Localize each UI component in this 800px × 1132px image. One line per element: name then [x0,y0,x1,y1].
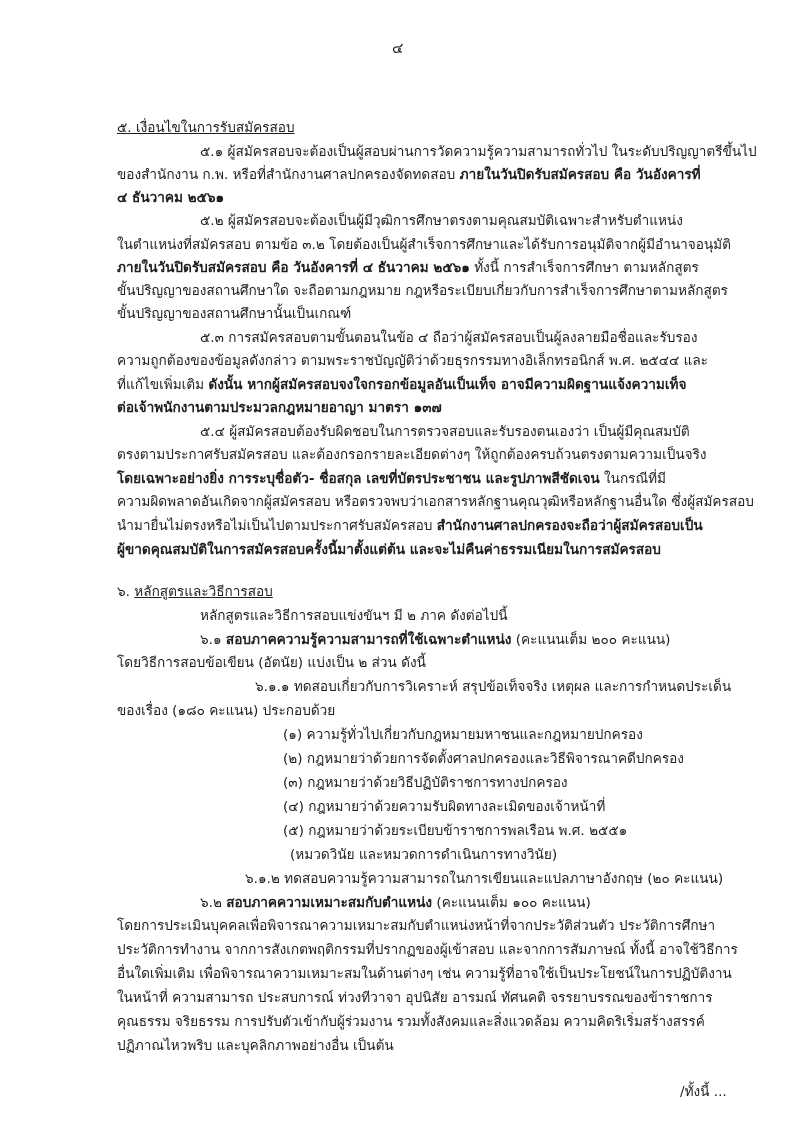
bold-text: ภายในวันปิดรับสมัครสอบ คือ วันอังคารที่ ๔ ธันวาคม ๒๕๖๑ [117,260,470,276]
text-line [117,281,728,301]
page-number: ๔ [392,39,404,57]
text-segment: ความถูกต้องของข้อมูลดังกล่าว ตามพระราชบัญญัติว่าด้วยธุรกรรมทางอิเล็กทรอนิกส์ พ.ศ. ๒๕๔๔ และ [117,353,708,369]
text-segment: (หมวดวินัย และหมวดการดำเนินการทางวินัย) [290,847,558,863]
text-line [117,988,713,1008]
text-line [680,1082,727,1102]
text-segment: ๖.๑.๑ ทดสอบเกี่ยวกับการวิเคราะห์ สรุปข้อเท็จจริง เหตุผล และการกำหนดประเด็น [255,679,732,695]
text-segment: หลักสูตรและวิธีการสอบแข่งขันฯ มี ๒ ภาค ดังต่อไปนี้ [200,608,508,624]
text-segment: (๑) ความรู้ทั่วไปเกี่ยวกับกฎหมายมหาชนและกฎหมายปกครอง [283,727,643,743]
text-line [117,398,442,418]
bold-text: ภายในวันปิดรับสมัครสอบ คือ วันอังคารที่ [459,167,701,183]
text-segment: นำมายื่นไม่ตรงหรือไม่เป็นไปตามประกาศรับสมัครสอบ [117,518,437,534]
text-line [117,940,738,960]
text-segment: ๖.๑ [200,632,226,648]
text-line [117,469,666,489]
text-line [200,606,508,626]
text-line [117,653,426,673]
text-segment: (คะแนนเต็ม ๑๐๐ คะแนน) [432,895,591,911]
text-line [117,351,708,371]
text-line [290,845,557,865]
text-line [117,258,699,278]
text-line [117,582,273,602]
text-line [117,165,701,185]
text-line [117,964,732,984]
text-line [117,916,715,936]
text-segment: (๔) กฎหมายว่าด้วยความรับผิดทางละเมิดของเจ้าหน้าที่ [283,799,606,815]
text-line [117,188,224,208]
text-segment: ที่แก้ไขเพิ่มเติม [117,377,209,393]
text-segment: ของสำนักงาน ก.พ. หรือที่สำนักงานศาลปกครองจัดทดสอบ [117,167,460,183]
text-segment: /ทั้งนี้ ... [680,1084,727,1100]
text-segment: ๖.๑.๒ ทดสอบความรู้ความสามารถในการเขียนและแปลภาษาอังกฤษ (๒๐ คะแนน) [245,871,724,887]
text-segment: ในตำแหน่งที่สมัครสอบ ตามข้อ ๓.๒ โดยต้องเป็นผู้สำเร็จการศึกษาและได้รับการอนุมัติจากผู้มีอำนาจอนุมัติ [117,237,731,253]
text-segment: ความผิดพลาดอันเกิดจากผู้สมัครสอบ หรือตรวจพบว่าเอกสารหลักฐานคุณวุฒิหรือหลักฐานอื่นใด ซึ่งผู้สมัครสอบ [117,494,754,510]
bold-text: สอบภาคความเหมาะสมกับตำแหน่ง [226,895,433,911]
bold-text: ๔ ธันวาคม ๒๕๖๑ [117,190,225,206]
text-line [117,701,335,721]
text-segment: อื่นใดเพิ่มเติม เพื่อพิจารณาความเหมาะสมในด้านต่างๆ เช่น ความรู้ที่อาจใช้เป็นประโยชน์ในการปฏิบัติงาน [117,966,732,982]
text-line [283,821,627,841]
text-segment: ทั้งนี้ การสำเร็จการศึกษา ตามหลักสูตร [469,260,699,276]
text-line [117,1012,705,1032]
text-segment: ๕.๔ ผู้สมัครสอบต้องรับผิดชอบในการตรวจสอบและรับรองตนเองว่า เป็นผู้มีคุณสมบัติ [200,424,690,440]
text-segment: ๕.๑ ผู้สมัครสอบจะต้องเป็นผู้สอบผ่านการวัดความรู้ความสามารถทั่วไป ในระดับปริญญาตรีขึ้นไป [200,144,757,160]
text-line [283,749,684,769]
text-line [117,375,686,395]
bold-text: ผู้ขาดคุณสมบัติในการสมัครสอบครั้งนี้มาตั้งแต่ต้น และจะไม่คืนค่าธรรมเนียมในการสมัครสอบ [117,542,661,558]
text-segment: (๒) กฎหมายว่าด้วยการจัดตั้งศาลปกครองและวิธีพิจารณาคดีปกครอง [283,751,684,767]
text-segment: (คะแนนเต็ม ๒๐๐ คะแนน) [511,632,671,648]
bold-text: สอบภาคความรู้ความสามารถที่ใช้เฉพาะตำแหน่ง [225,632,512,648]
bold-text: สำนักงานศาลปกครองจะถือว่าผู้สมัครสอบเป็น [436,518,703,534]
text-segment: (๕) กฎหมายว่าด้วยระเบียบข้าราชการพลเรือน พ.ศ. ๒๕๕๑ [283,823,628,839]
text-segment: ๕.๒ ผู้สมัครสอบจะต้องเป็นผู้มีวุฒิการศึกษาตรงตามคุณสมบัติเฉพาะสำหรับตำแหน่ง [200,213,683,229]
text-line [200,328,697,348]
text-segment: ขั้นปริญญาของสถานศึกษาใด จะถือตามกฎหมาย กฎหรือระเบียบเกี่ยวกับการสำเร็จการศึกษาตามหลักสูตร [117,283,728,299]
text-line [283,725,643,745]
text-segment: โดยวิธีการสอบข้อเขียน (อัตนัย) แบ่งเป็น ๒ ส่วน ดังนี้ [117,655,426,671]
text-line [200,893,591,913]
text-segment: ขั้นปริญญาของสถานศึกษานั้นเป็นเกณฑ์ [117,306,352,322]
text-segment: คุณธรรม จริยธรรม การปรับตัวเข้ากับผู้ร่วมงาน รวมทั้งสังคมและสิ่งแวดล้อม ความคิดริเริ่มสร้างสรรค์ [117,1014,705,1030]
text-line [117,492,754,512]
text-line [283,773,568,793]
text-segment: ปฏิภาณไหวพริบ และบุคลิกภาพอย่างอื่น เป็นต้น [117,1038,394,1054]
text-segment: โดยการประเมินบุคคลเพื่อพิจารณาความเหมาะสมกับตำแหน่งหน้าที่จากประวัติส่วนตัว ประวัติการศึกษา [117,918,716,934]
text-segment: ในกรณีที่มี [599,471,667,487]
text-segment: ๖. [117,584,135,600]
text-line [117,1036,394,1056]
text-segment: ๖.๒ [200,895,227,911]
section-heading: ๕. เงื่อนไขในการรับสมัครสอบ [117,120,295,136]
text-line [117,540,661,560]
text-line [200,211,683,231]
text-line [117,304,351,324]
text-line [255,677,731,697]
text-line [245,869,723,889]
text-segment: ประวัติการทำงาน จากการสังเกตพฤติกรรมที่ปรากฏของผู้เข้าสอบ และจากการสัมภาษณ์ ทั้งนี้ อาจใช้วิธีการ [117,942,738,958]
text-line [117,445,707,465]
text-line [117,235,731,255]
section-heading: หลักสูตรและวิธีการสอบ [134,584,273,600]
text-line [117,516,703,536]
text-segment: ของเรื่อง (๑๘๐ คะแนน) ประกอบด้วย [117,703,336,719]
text-line [200,422,690,442]
bold-text: โดยเฉพาะอย่างยิ่ง การระบุชื่อตัว- ชื่อสกุล เลขที่บัตรประชาชน และรูปภาพสีชัดเจน [117,471,600,487]
text-segment: ๕.๓ การสมัครสอบตามขั้นตอนในข้อ ๔ ถือว่าผู้สมัครสอบเป็นผู้ลงลายมือชื่อและรับรอง [200,330,698,346]
text-segment: ในหน้าที่ ความสามารถ ประสบการณ์ ท่วงทีวาจา อุปนิสัย อารมณ์ ทัศนคติ จรรยาบรรณของข้าราชการ [117,990,713,1006]
text-line [117,118,295,138]
bold-text: ต่อเจ้าพนักงานตามประมวลกฎหมายอาญา มาตรา ๑๓๗ [117,400,442,416]
text-line [200,630,670,650]
bold-text: ดังนั้น หากผู้สมัครสอบจงใจกรอกข้อมูลอันเป็นเท็จ อาจมีความผิดฐานแจ้งความเท็จ [208,377,687,393]
text-line [200,142,757,162]
text-line [283,797,605,817]
text-segment: (๓) กฎหมายว่าด้วยวิธีปฏิบัติราชการทางปกครอง [283,775,568,791]
text-segment: ตรงตามประกาศรับสมัครสอบ และต้องกรอกรายละเอียดต่างๆ ให้ถูกต้องครบถ้วนตรงตามความเป็นจริง [117,447,707,463]
